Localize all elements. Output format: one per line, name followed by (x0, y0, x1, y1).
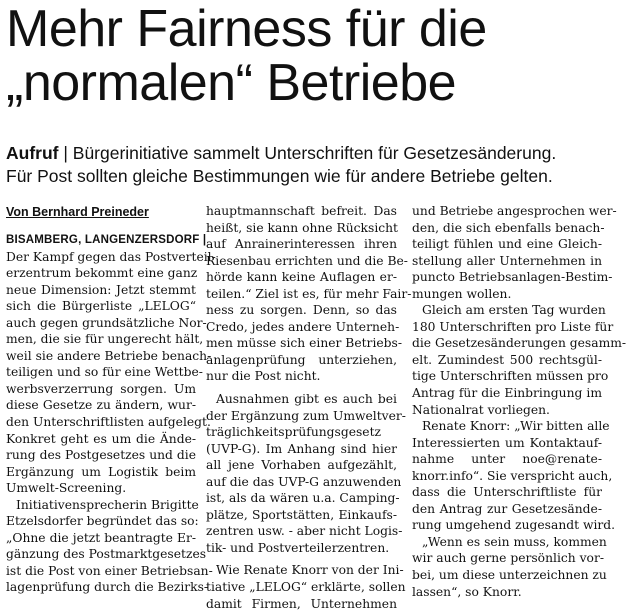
column-line: rung des Postgesetzes und die (6, 448, 196, 463)
column-line: anlagenprüfung unterziehen, (206, 352, 397, 367)
column-line: Riesenbau errichten und die Be- (206, 253, 408, 268)
column-line: auch gegen grundsätzliche Nor- (6, 315, 207, 330)
column-line: Renate Knorr: „Wir bitten alle (422, 419, 610, 434)
column-line: den Antrag zur Gesetzesände- (412, 501, 602, 516)
column-line: hörde kann keine Auflagen er- (206, 270, 397, 285)
column-line: träglichkeitsprüfungsgesetz (206, 425, 382, 440)
column-line: stellung aller Unternehmen in (412, 253, 602, 268)
column-line: „Wenn es sein muss, kommen (422, 534, 607, 549)
column-line: dass die Unterschriftliste für (412, 485, 602, 500)
column-line: wir auch gerne persönlich vor- (412, 551, 604, 566)
column-line: teilen.“ Ziel ist es, für mehr Fair- (206, 286, 412, 301)
column-line: zentren usw. - aber nicht Logis- (206, 524, 403, 539)
column-line: ist die Post von einer Betriebsan- (6, 563, 213, 578)
column-line: auf Anrainerinteressen ihren (206, 237, 397, 252)
column-line: der Ergänzung zum Umweltver- (206, 408, 406, 423)
column-line: tik- und Postverteilerzentren. (206, 540, 390, 555)
column-line: Ergänzung um Logistik beim (6, 464, 196, 479)
dateline: BISAMBERG, LANGENZERSDORF | (6, 234, 207, 246)
headline-line-2: „normalen“ Betriebe (6, 54, 457, 112)
column-line: nahme unter noe@renate- (412, 452, 602, 467)
column-line: erzentrum bekommt eine ganz (6, 266, 198, 281)
column-line: Interessierten um Kontaktauf- (412, 435, 602, 450)
column-line: bei, um diese unterzeichnen zu (412, 568, 607, 583)
column-line: Nationalrat vorliegen. (412, 402, 550, 417)
article-column-2 (206, 203, 412, 612)
column-line: Der Kampf gegen das Postverteil- (6, 249, 216, 264)
column-line: Credo, jedes andere Unterneh- (206, 319, 400, 334)
column-line: men müsse sich einer Betriebs- (206, 336, 402, 351)
column-line: den Unterschriftlisten aufgelegt. (6, 415, 211, 430)
article-column-1 (6, 232, 216, 596)
column-line: (UVP-G). Im Anhang sind hier (206, 441, 397, 456)
column-line: neue Dimension: Jetzt stemmt (6, 282, 196, 297)
article-column-3 (412, 203, 626, 600)
column-line: teiligt fühlen und eine Gleich- (412, 237, 602, 252)
headline (6, 2, 602, 110)
column-line: men, die sie für ungerecht hält, (6, 332, 204, 347)
column-line: tiative „LELOG“ erklärte, sollen (206, 580, 406, 595)
column-line: plätze, Sportstätten, Einkaufs- (206, 507, 397, 522)
subheadline-text-1: Bürgerinitiative sammelt Unterschriften für Gesetzesänderung. (72, 143, 557, 163)
subheadline-line-1 (6, 142, 604, 165)
column-line: 180 Unterschriften pro Liste für (412, 319, 614, 334)
column-line: diese Gesetze zu ändern, wur- (6, 398, 196, 413)
column-line: sich die Bürgerliste „LELOG“ (6, 299, 196, 314)
column-line: Ausnahmen gibt es auch bei (216, 392, 397, 407)
column-line: weil sie andere Betriebe benach- (6, 348, 212, 363)
column-line: die Gesetzesänderungen gesamm- (412, 336, 626, 351)
column-line: teiligen und so für eine Wettbe- (6, 365, 203, 380)
subheadline (6, 142, 604, 188)
headline-line-1: Mehr Fairness für die (6, 0, 487, 58)
column-line: ist, als da wären u.a. Camping- (206, 491, 400, 506)
column-line: Gleich am ersten Tag wurden (422, 303, 606, 318)
column-line: tige Unterschriften müssen pro (412, 369, 609, 384)
kicker-separator: | (58, 143, 73, 163)
column-line: lassen“, so Knorr. (412, 584, 522, 599)
column-line: hauptmannschaft befreit. Das (206, 204, 397, 218)
column-line: nur die Post nicht. (206, 369, 321, 384)
column-line: elt. Zumindest 500 rechtsgül- (412, 352, 602, 367)
column-line: damit Firmen, Unternehmen (206, 596, 397, 611)
subheadline-line-2: Für Post sollten gleiche Bestimmungen wie für andere Betriebe gelten. (6, 166, 553, 186)
column-line: werbsverzerrung sorgen. Um (6, 381, 196, 396)
column-line: puncto Betriebsanlagen-Bestim- (412, 270, 613, 285)
column-line: Initiativensprecherin Brigitte (16, 497, 199, 512)
column-line: und Betriebe angesprochen wer- (412, 204, 617, 218)
column-line: Antrag für die Einbringung im (412, 386, 602, 401)
column-line: Umwelt-Screening. (6, 481, 127, 496)
column-line: knorr.info“. Sie verspricht auch, (412, 468, 613, 483)
column-line: lagenprüfung durch die Bezirks- (6, 580, 209, 595)
column-line: mungen wollen. (412, 286, 512, 301)
byline: Von Bernhard Preineder (6, 205, 149, 219)
column-line: heißt, sie kann ohne Rücksicht (206, 220, 399, 235)
column-line: gänzung des Postmarktgesetzes (6, 547, 207, 562)
column-line: Konkret geht es um die Ände- (6, 431, 196, 446)
column-line: auf die das UVP-G anzuwenden (206, 474, 402, 489)
column-line: Etzelsdorfer begründet das so: (6, 514, 199, 529)
kicker: Aufruf (6, 143, 59, 163)
column-line: „Ohne die jetzt beantragte Er- (6, 530, 196, 545)
column-line: Wie Renate Knorr von der Ini- (216, 563, 404, 578)
column-line: rung umgehend zugesandt wird. (412, 518, 616, 533)
column-line: den, die sich ebenfalls benach- (412, 220, 605, 235)
column-line: ness zu sorgen. Denn, so das (206, 303, 397, 318)
column-line: all jene Vorhaben aufgezählt, (206, 458, 397, 473)
